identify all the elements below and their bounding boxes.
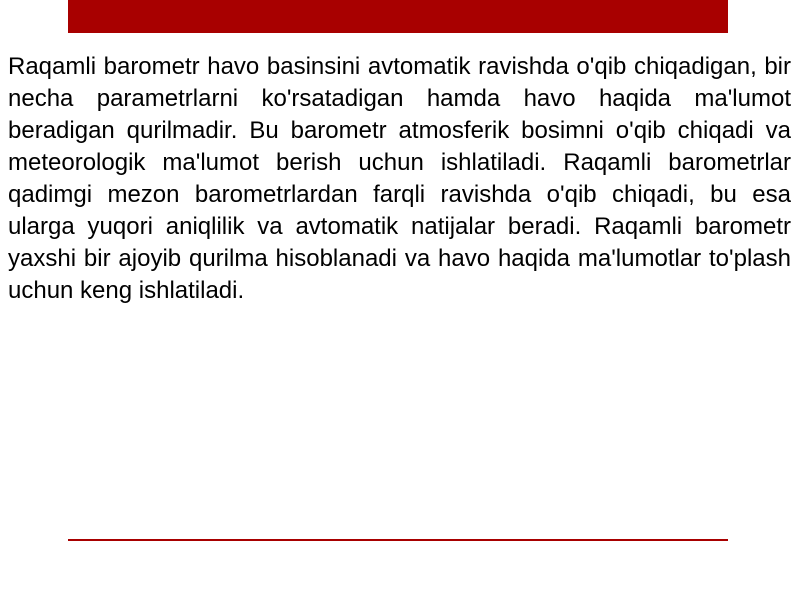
header-accent-bar [68, 0, 728, 33]
body-paragraph: Raqamli barometr havo basinsini avtomatik ravishda o'qib chiqadigan, bir necha parametrlarni ko'rsatadigan hamda havo haqida ma'lumot beradigan qurilmadir. Bu barometr atmosferik bosimni o'qib chiqadi va meteorologik ma'lumot berish uchun ishlatiladi. Raqamli barometrlar qadimgi mezon barometrlardan farqli ravishda o'qib chiqadi, bu esa ularga yuqori aniqlilik va avtomatik natijalar beradi. Raqamli barometr yaxshi bir ajoyib qurilma hisoblanadi va havo haqida ma'lumotlar to'plash uchun keng ishlatiladi. [8, 53, 791, 304]
footer-divider-line [68, 539, 728, 541]
